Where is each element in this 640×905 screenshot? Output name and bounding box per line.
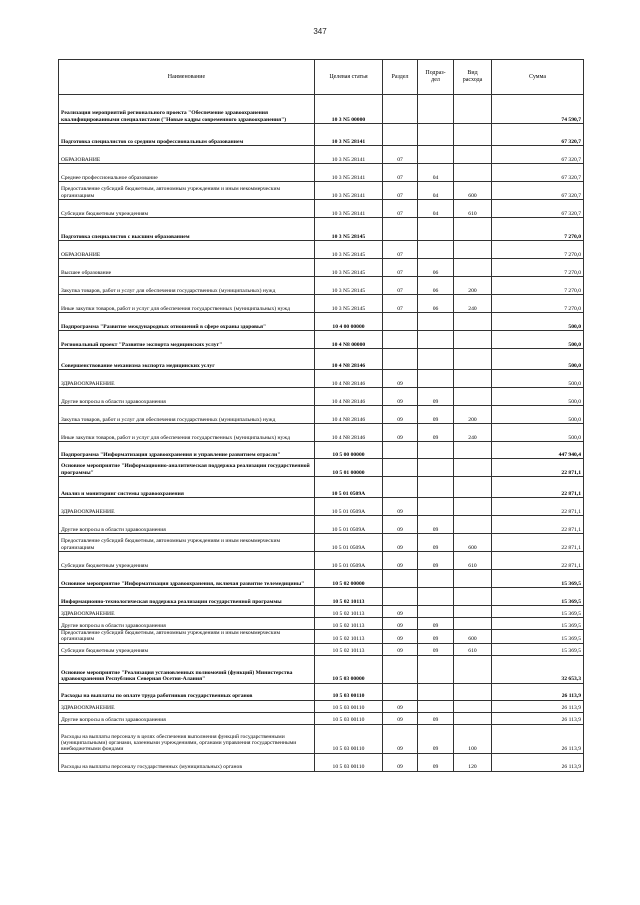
cell-sum: 26 113,9 <box>492 700 584 712</box>
cell-subsection: 09 <box>418 388 454 406</box>
cell-subsection: 09 <box>418 618 454 630</box>
cell-type: 240 <box>454 424 492 442</box>
cell-section: 07 <box>383 295 418 313</box>
cell-type <box>454 655 492 683</box>
table-row <box>59 331 584 349</box>
cell-section: 09 <box>383 516 418 534</box>
cell-name: Подготовка специалистов со средним профессиональным образованием <box>59 124 315 146</box>
cell-type: 240 <box>454 295 492 313</box>
cell-name: Подпрограмма "Развитие международных отношений в сфере охраны здоровья" <box>59 313 315 331</box>
cell-subsection: 09 <box>418 630 454 644</box>
cell-code: 10 5 01 00000 <box>315 459 383 477</box>
table-row <box>59 683 584 700</box>
cell-subsection <box>418 588 454 606</box>
table-row <box>59 370 584 388</box>
cell-subsection: 09 <box>418 724 454 753</box>
table-row <box>59 588 584 606</box>
cell-subsection <box>418 570 454 588</box>
cell-name: Подготовка специалистов с высшим образованием <box>59 218 315 241</box>
cell-section <box>383 124 418 146</box>
cell-subsection <box>418 331 454 349</box>
cell-code: 10 3 N5 28145 <box>315 277 383 295</box>
cell-type <box>454 95 492 124</box>
cell-sum: 500,0 <box>492 313 584 331</box>
cell-code: 10 3 N5 28141 <box>315 164 383 182</box>
cell-code: 10 5 03 00110 <box>315 724 383 753</box>
table-row <box>59 388 584 406</box>
cell-section: 07 <box>383 259 418 277</box>
cell-sum: 7 270,0 <box>492 259 584 277</box>
cell-sum: 15 369,5 <box>492 630 584 644</box>
cell-subsection: 09 <box>418 552 454 570</box>
cell-section: 07 <box>383 241 418 259</box>
cell-sum: 500,0 <box>492 349 584 370</box>
cell-sum: 22 871,1 <box>492 516 584 534</box>
table-row <box>59 459 584 477</box>
cell-code: 10 4 N8 28146 <box>315 370 383 388</box>
cell-name: Другие вопросы в области здравоохранения <box>59 712 315 724</box>
cell-type: 200 <box>454 406 492 424</box>
cell-code: 10 5 02 10113 <box>315 618 383 630</box>
cell-name: ЗДРАВООХРАНЕНИЕ <box>59 498 315 516</box>
table-row <box>59 442 584 459</box>
cell-type <box>454 700 492 712</box>
cell-type <box>454 146 492 164</box>
cell-subsection <box>418 241 454 259</box>
cell-subsection <box>418 442 454 459</box>
table-row <box>59 643 584 655</box>
cell-code: 10 4 N8 00000 <box>315 331 383 349</box>
cell-section <box>383 218 418 241</box>
header-sum: Сумма <box>492 60 584 95</box>
cell-code: 10 5 02 10113 <box>315 643 383 655</box>
cell-name: Другие вопросы в области здравоохранения <box>59 618 315 630</box>
cell-name: ЗДРАВООХРАНЕНИЕ <box>59 700 315 712</box>
cell-subsection: 06 <box>418 277 454 295</box>
cell-section: 09 <box>383 630 418 644</box>
cell-sum: 26 113,9 <box>492 753 584 771</box>
cell-subsection <box>418 95 454 124</box>
cell-subsection: 04 <box>418 164 454 182</box>
cell-subsection <box>418 655 454 683</box>
cell-sum: 7 270,0 <box>492 241 584 259</box>
table-row <box>59 277 584 295</box>
cell-subsection <box>418 146 454 164</box>
cell-subsection <box>418 606 454 618</box>
cell-subsection: 04 <box>418 200 454 218</box>
cell-name: Высшее образование <box>59 259 315 277</box>
cell-type <box>454 498 492 516</box>
cell-type <box>454 477 492 498</box>
cell-type <box>454 349 492 370</box>
cell-code: 10 5 01 0509А <box>315 552 383 570</box>
table-row <box>59 700 584 712</box>
cell-name: ЗДРАВООХРАНЕНИЕ <box>59 606 315 618</box>
cell-section <box>383 95 418 124</box>
cell-sum: 26 113,9 <box>492 683 584 700</box>
cell-type <box>454 618 492 630</box>
cell-section: 09 <box>383 724 418 753</box>
cell-type: 600 <box>454 534 492 552</box>
table-row <box>59 753 584 771</box>
cell-sum: 26 113,9 <box>492 724 584 753</box>
header-name: Наименование <box>59 60 315 95</box>
cell-section: 09 <box>383 406 418 424</box>
table-row <box>59 724 584 753</box>
table-row <box>59 516 584 534</box>
table-row <box>59 552 584 570</box>
cell-code: 10 5 01 0509А <box>315 477 383 498</box>
cell-name: Среднее профессиональное образование <box>59 164 315 182</box>
cell-name: Основное мероприятие "Информатизация здравоохранения, включая развитие телемедицины" <box>59 570 315 588</box>
cell-sum: 500,0 <box>492 406 584 424</box>
cell-section: 07 <box>383 200 418 218</box>
cell-section: 07 <box>383 164 418 182</box>
table-row <box>59 295 584 313</box>
cell-name: Субсидии бюджетным учреждениям <box>59 643 315 655</box>
cell-code: 10 3 N5 28141 <box>315 182 383 200</box>
cell-type <box>454 218 492 241</box>
cell-type <box>454 164 492 182</box>
table-row <box>59 630 584 644</box>
cell-name: Основное мероприятие "Информационно-аналитическая поддержка реализации государственной программы" <box>59 459 315 477</box>
cell-code: 10 5 03 00110 <box>315 683 383 700</box>
cell-type: 600 <box>454 630 492 644</box>
table-row <box>59 164 584 182</box>
cell-code: 10 5 01 0509А <box>315 498 383 516</box>
cell-subsection: 09 <box>418 424 454 442</box>
cell-name: Информационно-технологическая поддержка реализации государственной программы <box>59 588 315 606</box>
cell-section <box>383 442 418 459</box>
table-row <box>59 498 584 516</box>
cell-code: 10 4 N8 28146 <box>315 349 383 370</box>
cell-type <box>454 241 492 259</box>
cell-code: 10 3 N5 28145 <box>315 259 383 277</box>
cell-section: 09 <box>383 552 418 570</box>
table-row <box>59 655 584 683</box>
cell-type <box>454 516 492 534</box>
cell-name: Субсидии бюджетным учреждениям <box>59 552 315 570</box>
cell-section <box>383 331 418 349</box>
cell-name: Иные закупки товаров, работ и услуг для обеспечения государственных (муниципальных) нужд <box>59 424 315 442</box>
cell-sum: 15 369,5 <box>492 570 584 588</box>
table-row <box>59 477 584 498</box>
cell-subsection: 09 <box>418 534 454 552</box>
cell-section: 09 <box>383 606 418 618</box>
cell-section: 09 <box>383 534 418 552</box>
cell-section: 09 <box>383 712 418 724</box>
cell-sum: 7 270,0 <box>492 295 584 313</box>
cell-sum: 67 320,7 <box>492 146 584 164</box>
cell-name: Реализация мероприятий регионального проекта "Обеспечение здравоохранения квалифицированными специалистами ("Новые кадры современного здравоохранения") <box>59 95 315 124</box>
cell-code: 10 5 02 10113 <box>315 630 383 644</box>
cell-sum: 67 320,7 <box>492 124 584 146</box>
cell-section <box>383 349 418 370</box>
cell-section: 09 <box>383 370 418 388</box>
cell-type <box>454 370 492 388</box>
cell-subsection: 09 <box>418 406 454 424</box>
cell-name: Другие вопросы в области здравоохранения <box>59 516 315 534</box>
cell-name: Совершенствование механизма экспорта медицинских услуг <box>59 349 315 370</box>
cell-name: Субсидии бюджетным учреждениям <box>59 200 315 218</box>
cell-subsection: 09 <box>418 753 454 771</box>
cell-type <box>454 683 492 700</box>
cell-section: 07 <box>383 146 418 164</box>
cell-subsection: 09 <box>418 516 454 534</box>
cell-section <box>383 313 418 331</box>
cell-section: 09 <box>383 424 418 442</box>
table-row <box>59 200 584 218</box>
cell-subsection <box>418 700 454 712</box>
cell-subsection: 04 <box>418 182 454 200</box>
cell-sum: 22 871,1 <box>492 477 584 498</box>
cell-code: 10 3 N5 00000 <box>315 95 383 124</box>
table-row <box>59 124 584 146</box>
cell-code: 10 3 N5 28141 <box>315 146 383 164</box>
cell-sum: 7 270,0 <box>492 277 584 295</box>
cell-section <box>383 588 418 606</box>
cell-type <box>454 459 492 477</box>
header-section: Раздел <box>383 60 418 95</box>
cell-type <box>454 712 492 724</box>
table-row <box>59 406 584 424</box>
cell-section <box>383 655 418 683</box>
cell-sum: 15 369,5 <box>492 606 584 618</box>
cell-code: 10 5 03 00110 <box>315 712 383 724</box>
cell-section: 07 <box>383 182 418 200</box>
cell-name: Предоставление субсидий бюджетным, автономным учреждениям и иным некоммерческим организациям <box>59 534 315 552</box>
cell-sum: 22 871,1 <box>492 498 584 516</box>
cell-type: 610 <box>454 643 492 655</box>
cell-subsection: 06 <box>418 259 454 277</box>
cell-name: Региональный проект "Развитие экспорта медицинских услуг" <box>59 331 315 349</box>
cell-section <box>383 459 418 477</box>
cell-code: 10 4 N8 28146 <box>315 424 383 442</box>
cell-code: 10 4 N8 28146 <box>315 388 383 406</box>
table-row <box>59 95 584 124</box>
cell-code: 10 3 N5 28145 <box>315 295 383 313</box>
cell-type <box>454 331 492 349</box>
cell-subsection <box>418 477 454 498</box>
cell-sum: 32 653,3 <box>492 655 584 683</box>
cell-type <box>454 313 492 331</box>
cell-section: 09 <box>383 388 418 406</box>
cell-section: 09 <box>383 498 418 516</box>
table-row <box>59 182 584 200</box>
cell-name: Анализ и мониторинг системы здравоохранения <box>59 477 315 498</box>
cell-subsection: 09 <box>418 712 454 724</box>
cell-name: ОБРАЗОВАНИЕ <box>59 146 315 164</box>
cell-code: 10 5 03 00000 <box>315 655 383 683</box>
cell-sum: 500,0 <box>492 424 584 442</box>
cell-sum: 500,0 <box>492 388 584 406</box>
table-row <box>59 146 584 164</box>
cell-section <box>383 477 418 498</box>
table-row <box>59 349 584 370</box>
cell-name: Подпрограмма "Информатизация здравоохранения и управление развитием отрасли" <box>59 442 315 459</box>
cell-code: 10 4 00 00000 <box>315 313 383 331</box>
cell-type: 610 <box>454 552 492 570</box>
cell-type <box>454 588 492 606</box>
cell-section: 09 <box>383 700 418 712</box>
cell-section: 09 <box>383 643 418 655</box>
budget-table <box>58 59 584 772</box>
cell-section: 07 <box>383 277 418 295</box>
table-row <box>59 618 584 630</box>
cell-type <box>454 259 492 277</box>
cell-section <box>383 683 418 700</box>
cell-type <box>454 442 492 459</box>
cell-name: Расходы на выплаты персоналу государственных (муниципальных) органов <box>59 753 315 771</box>
table-row <box>59 313 584 331</box>
cell-sum: 500,0 <box>492 370 584 388</box>
cell-type <box>454 570 492 588</box>
cell-type: 100 <box>454 724 492 753</box>
cell-sum: 15 369,5 <box>492 618 584 630</box>
page-number: 347 <box>313 27 327 36</box>
cell-type: 200 <box>454 277 492 295</box>
cell-sum: 447 940,4 <box>492 442 584 459</box>
cell-subsection <box>418 313 454 331</box>
cell-code: 10 5 01 0509А <box>315 516 383 534</box>
header-type: Вид расхода <box>454 60 492 95</box>
cell-name: Основное мероприятие "Реализация установленных полномочий (функций) Министерства здравоохранения Республики Северная Осетия-Алания" <box>59 655 315 683</box>
cell-name: Расходы на выплаты персоналу в целях обеспечения выполнения функций государственными (муниципальными) органами, казенными учреждениями, органами управления государственными внебюджетными фондами <box>59 724 315 753</box>
cell-subsection <box>418 683 454 700</box>
cell-type: 600 <box>454 182 492 200</box>
cell-sum: 15 369,5 <box>492 588 584 606</box>
cell-type: 610 <box>454 200 492 218</box>
cell-type <box>454 606 492 618</box>
table-row <box>59 259 584 277</box>
cell-sum: 7 270,0 <box>492 218 584 241</box>
cell-subsection <box>418 349 454 370</box>
table-row <box>59 534 584 552</box>
cell-sum: 500,0 <box>492 331 584 349</box>
header-subsection: Подраз- дел <box>418 60 454 95</box>
cell-section: 09 <box>383 753 418 771</box>
cell-code: 10 3 N5 28145 <box>315 241 383 259</box>
cell-sum: 74 590,7 <box>492 95 584 124</box>
cell-name: Закупка товаров, работ и услуг для обеспечения государственных (муниципальных) нужд <box>59 406 315 424</box>
cell-code: 10 5 00 00000 <box>315 442 383 459</box>
cell-subsection <box>418 370 454 388</box>
table-row <box>59 241 584 259</box>
table-row <box>59 712 584 724</box>
cell-name: Закупка товаров, работ и услуг для обеспечения государственных (муниципальных) нужд <box>59 277 315 295</box>
cell-sum: 22 871,1 <box>492 552 584 570</box>
cell-subsection <box>418 498 454 516</box>
cell-code: 10 3 N5 28141 <box>315 124 383 146</box>
cell-code: 10 5 02 00000 <box>315 570 383 588</box>
header-code: Целевая статья <box>315 60 383 95</box>
cell-sum: 22 871,1 <box>492 459 584 477</box>
cell-code: 10 5 03 00110 <box>315 700 383 712</box>
cell-type: 120 <box>454 753 492 771</box>
cell-code: 10 3 N5 28145 <box>315 218 383 241</box>
cell-sum: 67 320,7 <box>492 200 584 218</box>
cell-subsection <box>418 124 454 146</box>
cell-code: 10 4 N8 28146 <box>315 406 383 424</box>
cell-section <box>383 570 418 588</box>
table-row <box>59 218 584 241</box>
cell-subsection: 06 <box>418 295 454 313</box>
cell-type <box>454 388 492 406</box>
cell-code: 10 5 02 10113 <box>315 606 383 618</box>
cell-subsection <box>418 459 454 477</box>
cell-sum: 26 113,9 <box>492 712 584 724</box>
cell-code: 10 3 N5 28141 <box>315 200 383 218</box>
table-row <box>59 424 584 442</box>
cell-name: ОБРАЗОВАНИЕ <box>59 241 315 259</box>
cell-name: Другие вопросы в области здравоохранения <box>59 388 315 406</box>
cell-name: Предоставление субсидий бюджетным, автономным учреждениям и иным некоммерческим организациям <box>59 630 315 644</box>
cell-sum: 22 871,1 <box>492 534 584 552</box>
cell-section: 09 <box>383 618 418 630</box>
cell-subsection <box>418 218 454 241</box>
cell-sum: 67 320,7 <box>492 164 584 182</box>
cell-sum: 15 369,5 <box>492 643 584 655</box>
cell-code: 10 5 03 00110 <box>315 753 383 771</box>
cell-sum: 67 320,7 <box>492 182 584 200</box>
table-header-row <box>59 60 584 95</box>
cell-type <box>454 124 492 146</box>
cell-name: Расходы на выплаты по оплате труда работников государственных органов <box>59 683 315 700</box>
cell-code: 10 5 02 10113 <box>315 588 383 606</box>
cell-name: ЗДРАВООХРАНЕНИЕ <box>59 370 315 388</box>
cell-code: 10 5 01 0509А <box>315 534 383 552</box>
table-row <box>59 570 584 588</box>
cell-name: Иные закупки товаров, работ и услуг для обеспечения государственных (муниципальных) нужд <box>59 295 315 313</box>
cell-subsection: 09 <box>418 643 454 655</box>
table-row <box>59 606 584 618</box>
cell-name: Предоставление субсидий бюджетным, автономным учреждениям и иным некоммерческим организациям <box>59 182 315 200</box>
